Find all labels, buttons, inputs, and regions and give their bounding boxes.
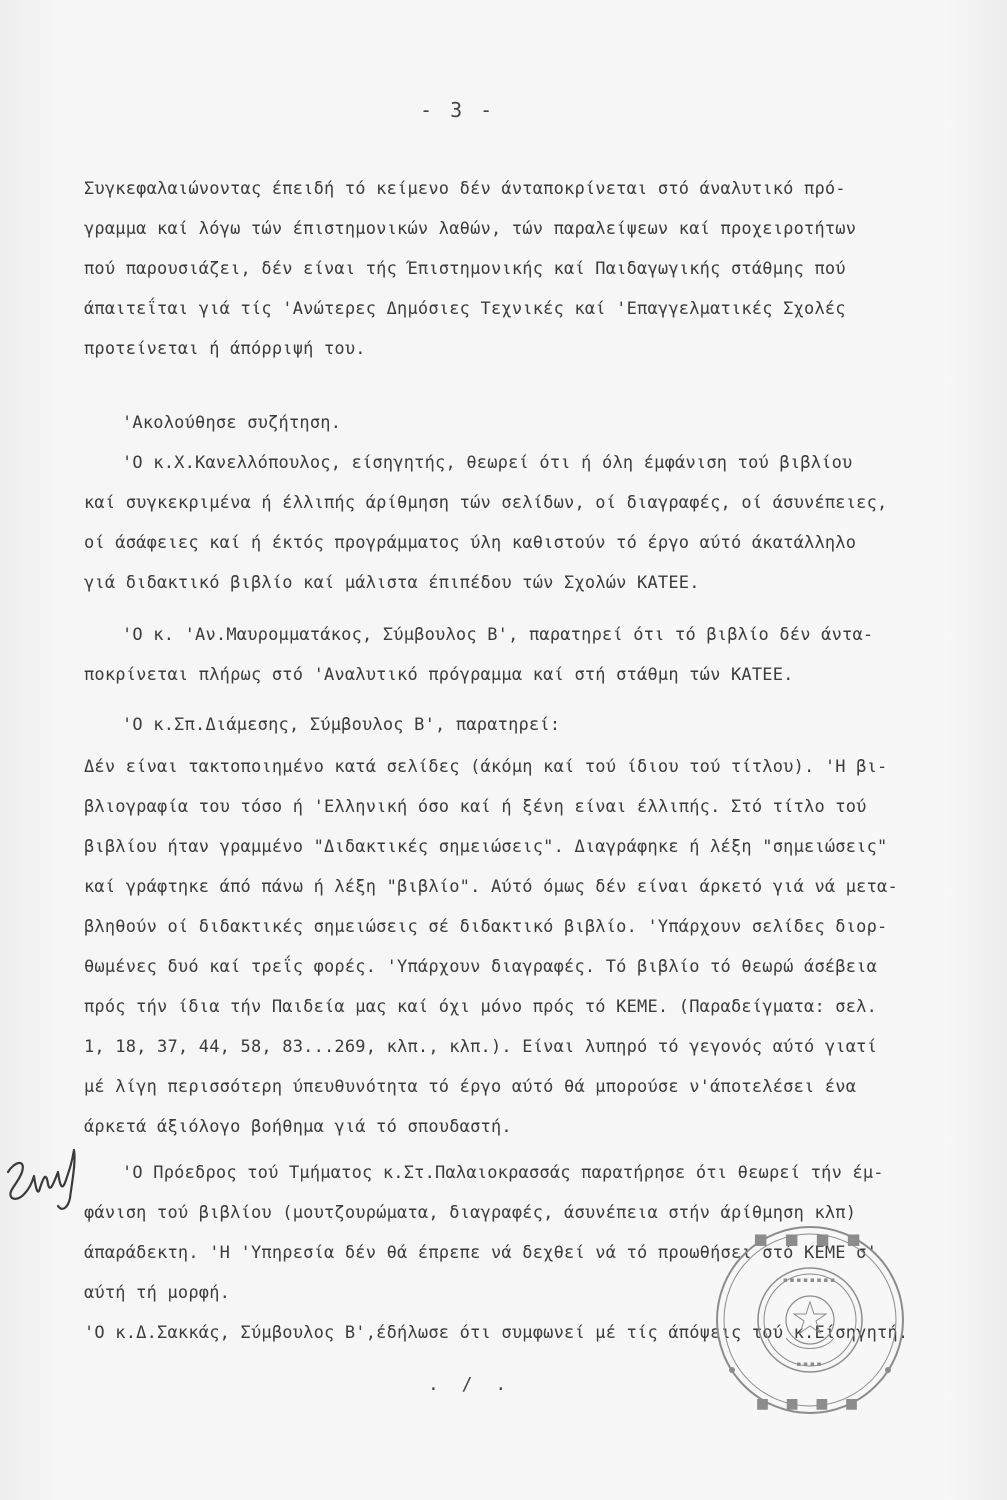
text-line: βλιογραφία του τόσο ή 'Ελληνική όσο καί ή ξένη είναι έλλιπής. Στό τίτλο τού bbox=[84, 797, 867, 817]
text-line: 'Ακολούθησε συζήτηση. bbox=[122, 413, 342, 433]
text-line: άρκετά άξιόλογο βοήθημα γιά τό σπουδαστή. bbox=[84, 1117, 512, 1137]
text-line: βληθούν οί διδακτικές σημειώσεις σέ διδακτικό βιβλίο. 'Υπάρχουν σελίδες διορ- bbox=[84, 917, 888, 937]
text-line: πρός τήν ίδια τήν Παιδεία μας καί όχι μόνο πρός τό ΚΕΜΕ. (Παραδείγματα: σελ. bbox=[84, 997, 878, 1017]
svg-text:■ ■ ■ ■: ■ ■ ■ ■ bbox=[753, 1230, 867, 1248]
svg-text:▪▪▪▪▪▪▪▪: ▪▪▪▪▪▪▪▪ bbox=[783, 1276, 837, 1284]
text-line: καί συγκεκριμένα ή έλλιπής άρίθμηση τών σελίδων, οί διαγραφές, οί άσυνέπειες, bbox=[84, 493, 888, 513]
text-line: οί άσάφειες καί ή έκτός προγράμματος ύλη καθιστούν τό έργο αύτό άκατάλληλο bbox=[84, 533, 857, 553]
text-line: γιά διδακτικό βιβλίο καί μάλιστα έπιπέδου τών Σχολών ΚΑΤΕΕ. bbox=[84, 573, 700, 593]
text-line: γραμμα καί λόγω τών έπιστημονικών λαθών, τών παραλείψεων καί προχειροτήτων bbox=[84, 219, 857, 239]
text-line: 'Ο κ.Σπ.Διάμεσης, Σύμβουλος Β', παρατηρεί: bbox=[122, 715, 561, 735]
svg-text:▪▪▪▪: ▪▪▪▪ bbox=[796, 1360, 824, 1368]
text-line: θωμένες δυό καί τρεΐς φορές. 'Υπάρχουν διαγραφές. Τό βιβλίο τό θεωρώ άσέβεια bbox=[84, 957, 878, 977]
text-line: 'Ο κ.Χ.Κανελλόπουλος, είσηγητής, θεωρεί ότι ή όλη έμφάνιση τού βιβλίου bbox=[122, 453, 853, 473]
text-line: καί γράφτηκε άπό πάνω ή λέξη "βιβλίο". Αύτό όμως δέν είναι άρκετό γιά νά μετα- bbox=[84, 877, 898, 897]
text-line: ποκρίνεται πλήρως στό 'Αναλυτικό πρόγραμμα καί στή στάθμη τών ΚΑΤΕΕ. bbox=[84, 665, 794, 685]
text-line: πού παρουσιάζει, δέν είναι τής Έπιστημονικής καί Παιδαγωγικής στάθμης πού bbox=[84, 259, 846, 279]
text-line: άπαράδεκτη. 'Η 'Υπηρεσία δέν θά έπρεπε νά δεχθεί νά τό προωθήσει στό ΚΕΜΕ σ' bbox=[84, 1243, 878, 1263]
text-line: άπαιτεΐται γιά τίς 'Ανώτερες Δημόσιες Τεχνικές καί 'Επαγγελματικές Σχολές bbox=[84, 299, 846, 319]
text-line: 'Ο κ. 'Αν.Μαυρομματάκος, Σύμβουλος Β', παρατηρεί ότι τό βιβλίο δέν άντα- bbox=[122, 625, 874, 645]
text-line: αύτή τή μορφή. bbox=[84, 1283, 231, 1303]
continuation-mark: . / . bbox=[428, 1374, 513, 1395]
text-line: φάνιση τού βιβλίου (μουτζουρώματα, διαγραφές, άσυνέπεια στήν άρίθμηση κλπ) bbox=[84, 1203, 857, 1223]
handwritten-signature-icon bbox=[0, 1132, 95, 1217]
text-line: Συγκεφαλαιώνοντας έπειδή τό κείμενο δέν άνταποκρίνεται στό άναλυτικό πρό- bbox=[84, 179, 846, 199]
svg-text:■ ■ ■ ■: ■ ■ ■ ■ bbox=[755, 1396, 865, 1412]
text-line: μέ λίγη περισσότερη ύπευθυνότητα τό έργο αύτό θά μπορούσε ν'άποτελέσει ένα bbox=[84, 1077, 857, 1097]
circular-seal-icon bbox=[710, 1220, 910, 1420]
text-line: 'Ο κ.Δ.Σακκάς, Σύμβουλος Β',έδήλωσε ότι συμφωνεί μέ τίς άπόψεις τού κ.Είσηγητή. bbox=[84, 1323, 909, 1343]
text-line: βιβλίου ήταν γραμμένο "Διδακτικές σημειώσεις". Διαγράφηκε ή λέξη "σημειώσεις" bbox=[84, 837, 888, 857]
text-line: Δέν είναι τακτοποιημένο κατά σελίδες (άκόμη καί τού ίδιου τού τίτλου). 'Η βι- bbox=[84, 757, 888, 777]
text-line: 1, 18, 37, 44, 58, 83...269, κλπ., κλπ.). Είναι λυπηρό τό γεγονός αύτό γιατί bbox=[84, 1037, 878, 1057]
text-line: 'Ο Πρόεδρος τού Τμήματος κ.Στ.Παλαιοκρασσάς παρατήρησε ότι θεωρεί τήν έμ- bbox=[122, 1163, 884, 1183]
text-line: προτείνεται ή άπόρριψή του. bbox=[84, 339, 366, 359]
page-number: - 3 - bbox=[420, 98, 496, 122]
